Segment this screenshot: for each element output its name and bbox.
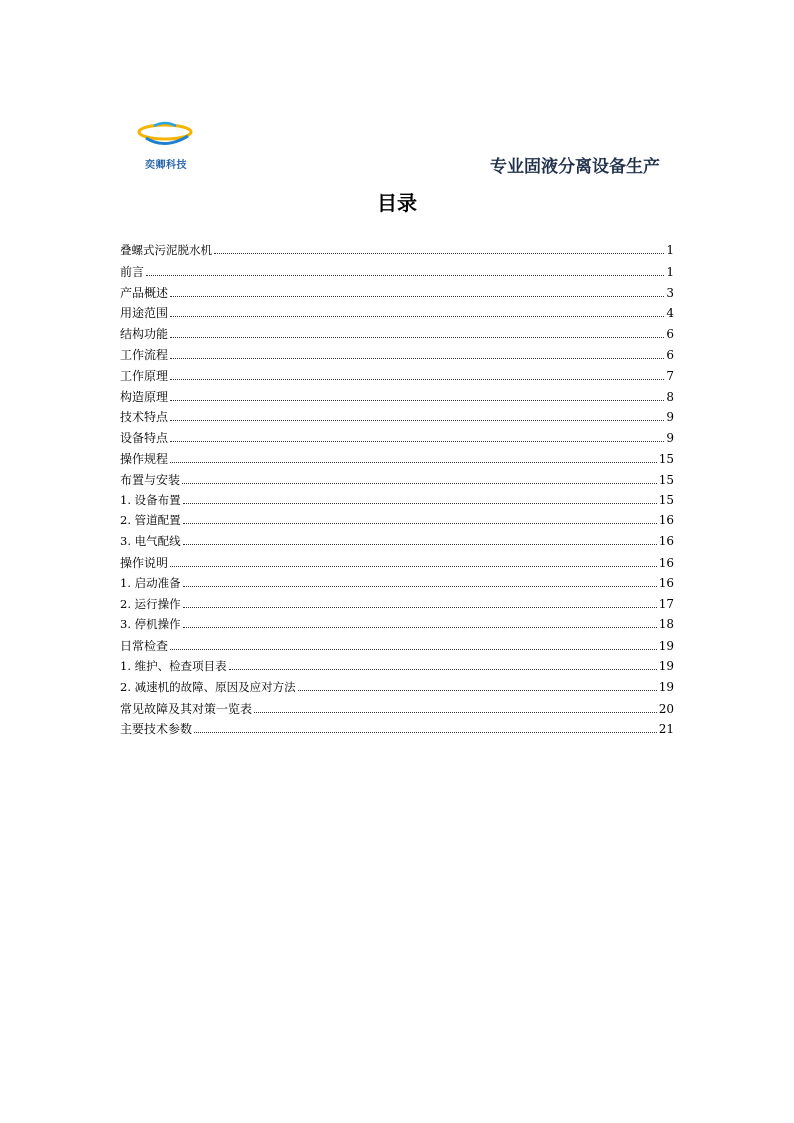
toc-entry-label: 构造原理 (120, 389, 169, 404)
toc-leader-dots (170, 400, 664, 401)
toc-leader-dots (170, 462, 657, 463)
toc-leader-dots (183, 503, 657, 504)
company-logo (132, 118, 198, 174)
toc-entry[interactable] (120, 388, 674, 409)
toc-entry-label: 用途范围 (120, 306, 169, 321)
toc-leader-dots (298, 690, 657, 691)
toc-entry[interactable] (120, 554, 674, 575)
toc-leader-dots (183, 523, 657, 524)
toc-entry-label: 设备特点 (120, 431, 169, 446)
toc-entry-page: 1 (666, 243, 674, 257)
toc-entry-label: 叠螺式污泥脱水机 (120, 243, 212, 257)
toc-entry-label: 3. 电气配线 (120, 534, 181, 549)
toc-entry-label: 2. 运行操作 (120, 596, 181, 611)
toc-entry-page: 15 (658, 472, 674, 487)
toc-entry-page: 19 (658, 639, 674, 654)
toc-entry-label: 1. 启动准备 (120, 575, 181, 590)
toc-entry-page: 16 (658, 575, 674, 590)
toc-leader-dots (182, 483, 657, 484)
toc-entry[interactable] (120, 492, 674, 513)
toc-entry-page: 4 (666, 306, 674, 321)
toc-leader-dots (229, 669, 657, 670)
toc-entry-label: 前言 (120, 264, 145, 279)
toc-entry-label: 常见故障及其对策一览表 (120, 701, 253, 716)
toc-entry[interactable] (120, 700, 674, 721)
toc-leader-dots (170, 649, 657, 650)
toc-leader-dots (214, 253, 664, 254)
toc-entry-page: 6 (666, 347, 674, 362)
toc-entry-page: 16 (658, 555, 674, 570)
toc-entry-page: 16 (658, 513, 674, 528)
toc-entry-page: 8 (666, 389, 674, 404)
toc-entry-label: 3. 停机操作 (120, 617, 181, 632)
toc-leader-dots (170, 337, 664, 338)
toc-entry-label: 工作流程 (120, 347, 169, 362)
toc-entry[interactable] (120, 408, 674, 429)
toc-entry-page: 16 (658, 534, 674, 549)
toc-entry-page: 9 (666, 410, 674, 425)
toc-entry-page: 3 (666, 285, 674, 300)
toc-entry[interactable] (120, 512, 674, 533)
toc-entry-page: 19 (658, 658, 674, 673)
toc-entry[interactable] (120, 429, 674, 450)
toc-entry[interactable] (120, 679, 674, 700)
logo-swirl-icon (132, 118, 198, 158)
toc-entry[interactable] (120, 596, 674, 617)
toc-entry[interactable] (120, 616, 674, 637)
toc-entry[interactable] (120, 325, 674, 346)
toc-leader-dots (170, 420, 664, 421)
toc-entry[interactable] (120, 575, 674, 596)
toc-leader-dots (183, 627, 657, 628)
toc-entry-page: 6 (666, 327, 674, 342)
toc-leader-dots (170, 296, 664, 297)
toc-entry-label: 2. 减速机的故障、原因及应对方法 (120, 679, 296, 694)
toc-entry-page: 17 (658, 596, 674, 611)
toc-leader-dots (194, 732, 657, 733)
toc-entry-page: 15 (658, 492, 674, 507)
toc-entry-page: 1 (666, 264, 674, 279)
table-of-contents (120, 242, 674, 741)
toc-entry[interactable] (120, 284, 674, 305)
toc-leader-dots (170, 441, 664, 442)
toc-entry-page: 7 (666, 368, 674, 383)
toc-entry-label: 产品概述 (120, 285, 169, 300)
toc-entry[interactable] (120, 304, 674, 325)
toc-entry-label: 操作说明 (120, 555, 169, 570)
toc-entry-page: 9 (666, 431, 674, 446)
toc-entry-label: 工作原理 (120, 368, 169, 383)
toc-entry[interactable] (120, 658, 674, 679)
page-title: 目录 (377, 191, 417, 215)
toc-entry[interactable] (120, 242, 674, 263)
toc-entry[interactable] (120, 263, 674, 284)
toc-entry-label: 日常检查 (120, 639, 169, 654)
toc-entry-label: 1. 设备布置 (120, 492, 181, 507)
toc-leader-dots (183, 607, 657, 608)
toc-leader-dots (183, 544, 657, 545)
toc-entry[interactable] (120, 346, 674, 367)
toc-entry-page: 18 (658, 617, 674, 632)
toc-leader-dots (254, 712, 657, 713)
toc-leader-dots (170, 566, 657, 567)
toc-entry-label: 2. 管道配置 (120, 513, 181, 528)
toc-entry[interactable] (120, 471, 674, 492)
toc-leader-dots (146, 275, 664, 276)
toc-entry-label: 主要技术参数 (120, 722, 193, 737)
toc-entry-label: 1. 维护、检查项目表 (120, 658, 227, 673)
toc-leader-dots (170, 358, 664, 359)
toc-entry[interactable] (120, 367, 674, 388)
header-tagline: 专业固液分离设备生产 (490, 157, 660, 177)
toc-entry-page: 20 (658, 701, 674, 716)
toc-leader-dots (183, 586, 657, 587)
toc-entry-page: 15 (658, 451, 674, 466)
toc-entry-label: 技术特点 (120, 410, 169, 425)
toc-entry[interactable] (120, 720, 674, 741)
toc-entry[interactable] (120, 533, 674, 554)
toc-entry-label: 操作规程 (120, 451, 169, 466)
toc-leader-dots (170, 316, 664, 317)
toc-entry-page: 19 (658, 679, 674, 694)
toc-entry-label: 结构功能 (120, 327, 169, 342)
toc-entry[interactable] (120, 450, 674, 471)
toc-leader-dots (170, 379, 664, 380)
toc-entry-label: 布置与安装 (120, 472, 181, 487)
toc-entry[interactable] (120, 637, 674, 658)
toc-entry-page: 21 (658, 722, 674, 737)
logo-text: 奕卿科技 (145, 160, 187, 171)
